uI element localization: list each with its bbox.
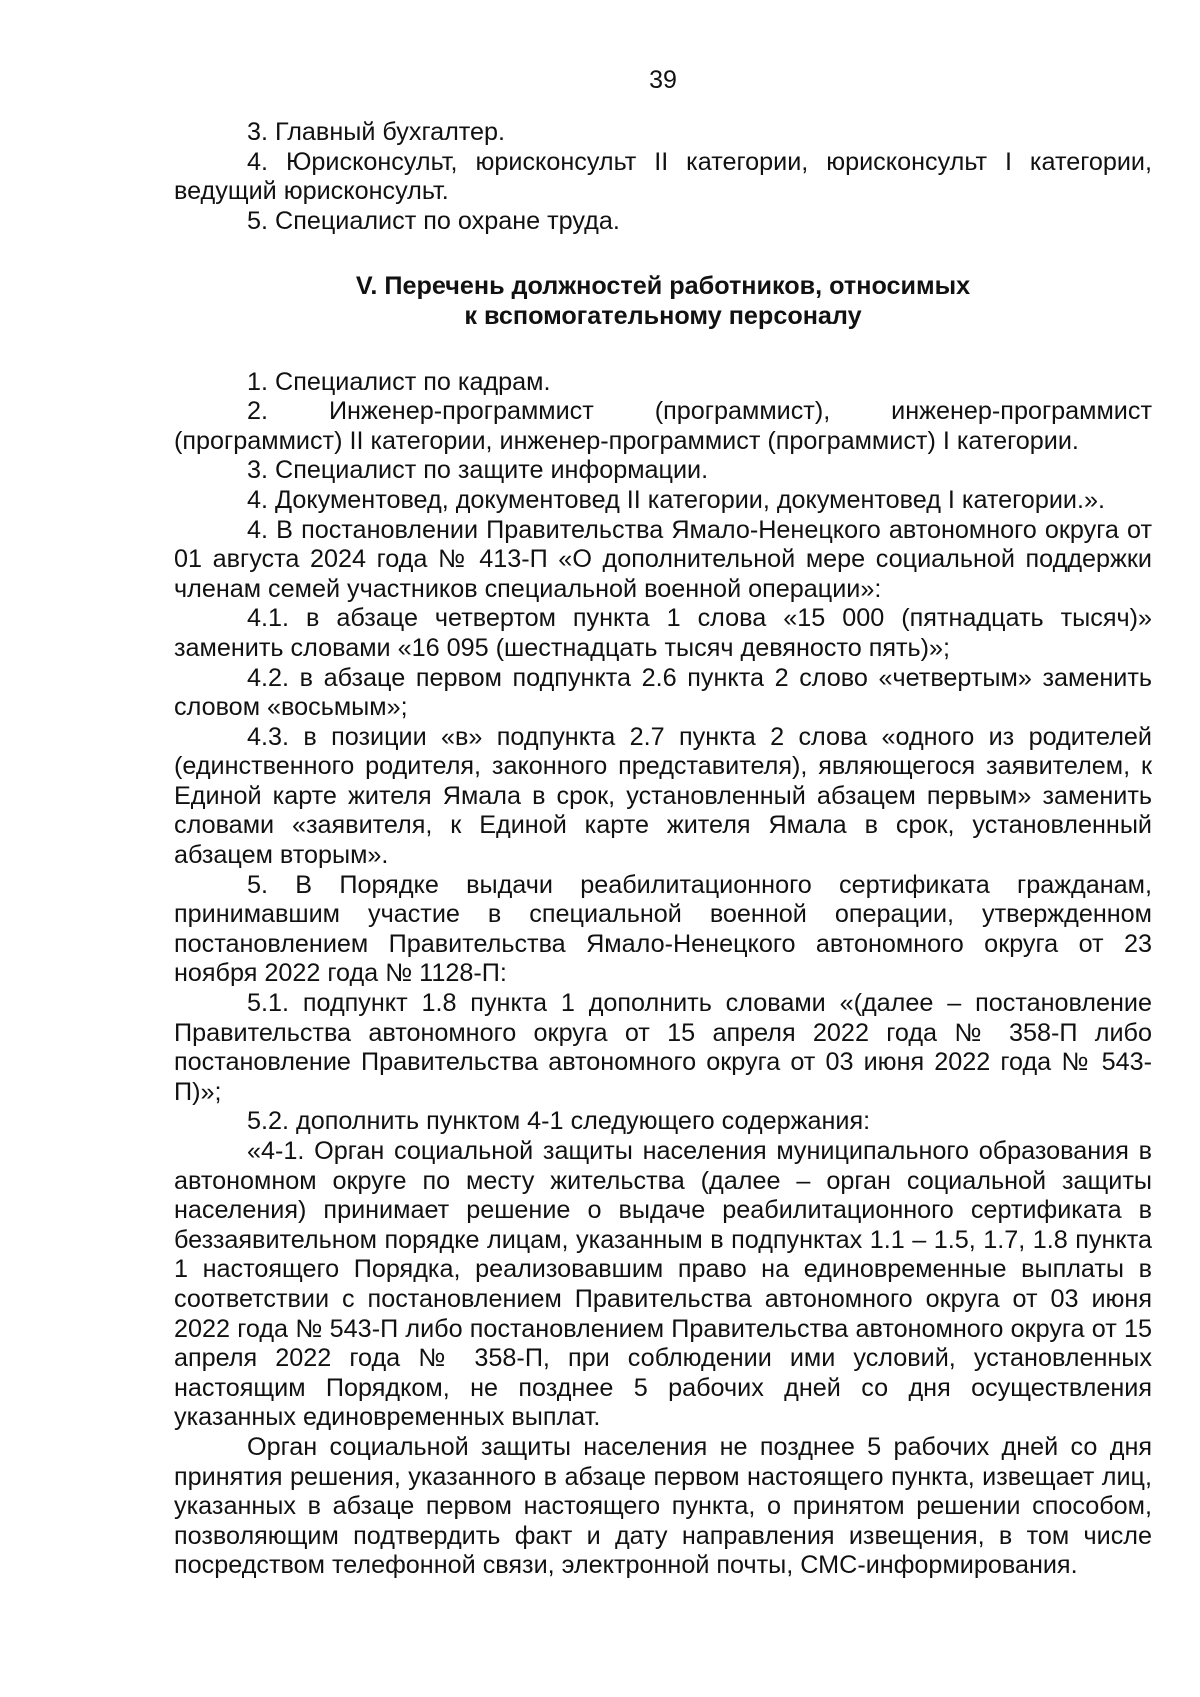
- amendment-paragraph: 4. В постановлении Правительства Ямало-Ненецкого автономного округа от 01 августа 2024 года № 413-П «О дополнительной мере социальной поддержки членам семей участников специальной военной операции»:: [174, 515, 1152, 603]
- list-item: 1. Специалист по кадрам.: [247, 367, 551, 396]
- list-item: 4. Юрисконсульт, юрисконсульт II категории, юрисконсульт I категории, ведущий юрисконсульт.: [174, 147, 1152, 206]
- list-item: 3. Специалист по защите информации.: [247, 456, 709, 485]
- amendment-paragraph: 4.2. в абзаце первом подпункта 2.6 пункта 2 слово «четвертым» заменить словом «восьмым»;: [174, 663, 1152, 722]
- section-heading-line: к вспомогательному персоналу: [464, 301, 862, 330]
- section-heading-line: V. Перечень должностей работников, относимых: [355, 272, 971, 301]
- amendment-paragraph: Орган социальной защиты населения не позднее 5 рабочих дней со дня принятия решения, указанного в абзаце первом настоящего пункта, извещает лиц, указанных в абзаце первом настоящего пункта, о принятом решении способом, позволяющим подтвердить факт и дату направления извещения, в том числе посредством телефонной связи, электронной почты, СМС-информирования.: [174, 1432, 1152, 1580]
- amendment-paragraph: 5.1. подпункт 1.8 пункта 1 дополнить словами «(далее – постановление Правительства автономного округа от 15 апреля 2022 года № 358-П либо постановление Правительства автономного округа от 03 июня 2022 года № 543-П)»;: [174, 989, 1152, 1106]
- amendment-paragraph: 5.2. дополнить пунктом 4-1 следующего содержания:: [247, 1107, 871, 1136]
- list-item: 4. Документовед, документовед II категории, документовед I категории.».: [247, 485, 1105, 514]
- amendment-paragraph: 4.3. в позиции «в» подпункта 2.7 пункта 2 слова «одного из родителей (единственного родителя, законного представителя), являющегося заявителем, к Единой карте жителя Ямала в срок, установленный абзацем первым» заменить словами «заявителя, к Единой карте жителя Ямала в срок, установленный абзацем вторым».: [174, 722, 1152, 870]
- amendment-paragraph: 4.1. в абзаце четвертом пункта 1 слова «15 000 (пятнадцать тысяч)» заменить словами «16 095 (шестнадцать тысяч девяносто пять)»;: [174, 604, 1152, 662]
- list-item: 5. Специалист по охране труда.: [247, 206, 620, 235]
- amendment-paragraph: «4-1. Орган социальной защиты населения муниципального образования в автономном округе по месту жительства (далее – орган социальной защиты населения) принимает решение о выдаче реабилитационного сертификата в беззаявительном порядке лицам, указанным в подпунктах 1.1 – 1.5, 1.7, 1.8 пункта 1 настоящего Порядка, реализовавшим право на единовременные выплаты в соответствии с постановлением Правительства автономного округа от 03 июня 2022 года № 543-П либо постановлением Правительства автономного округа от 15 апреля 2022 года № 358-П, при соблюдении ими условий, установленных настоящим Порядком, не позднее 5 рабочих дней со дня осуществления указанных единовременных выплат.: [174, 1137, 1152, 1432]
- list-item: 3. Главный бухгалтер.: [247, 118, 506, 146]
- document-page: [174, 64, 1152, 1581]
- page-number: 39: [649, 66, 677, 94]
- amendment-paragraph: 5. В Порядке выдачи реабилитационного сертификата гражданам, принимавшим участие в специальной военной операции, утвержденном постановлением Правительства Ямало-Ненецкого автономного округа от 23 ноября 2022 года № 1128-П:: [174, 870, 1152, 988]
- section-heading: [174, 272, 1152, 331]
- list-item: 2. Инженер-программист (программист), инженер-программист (программист) II категории, инженер-программист (программист) I категории.: [174, 397, 1152, 455]
